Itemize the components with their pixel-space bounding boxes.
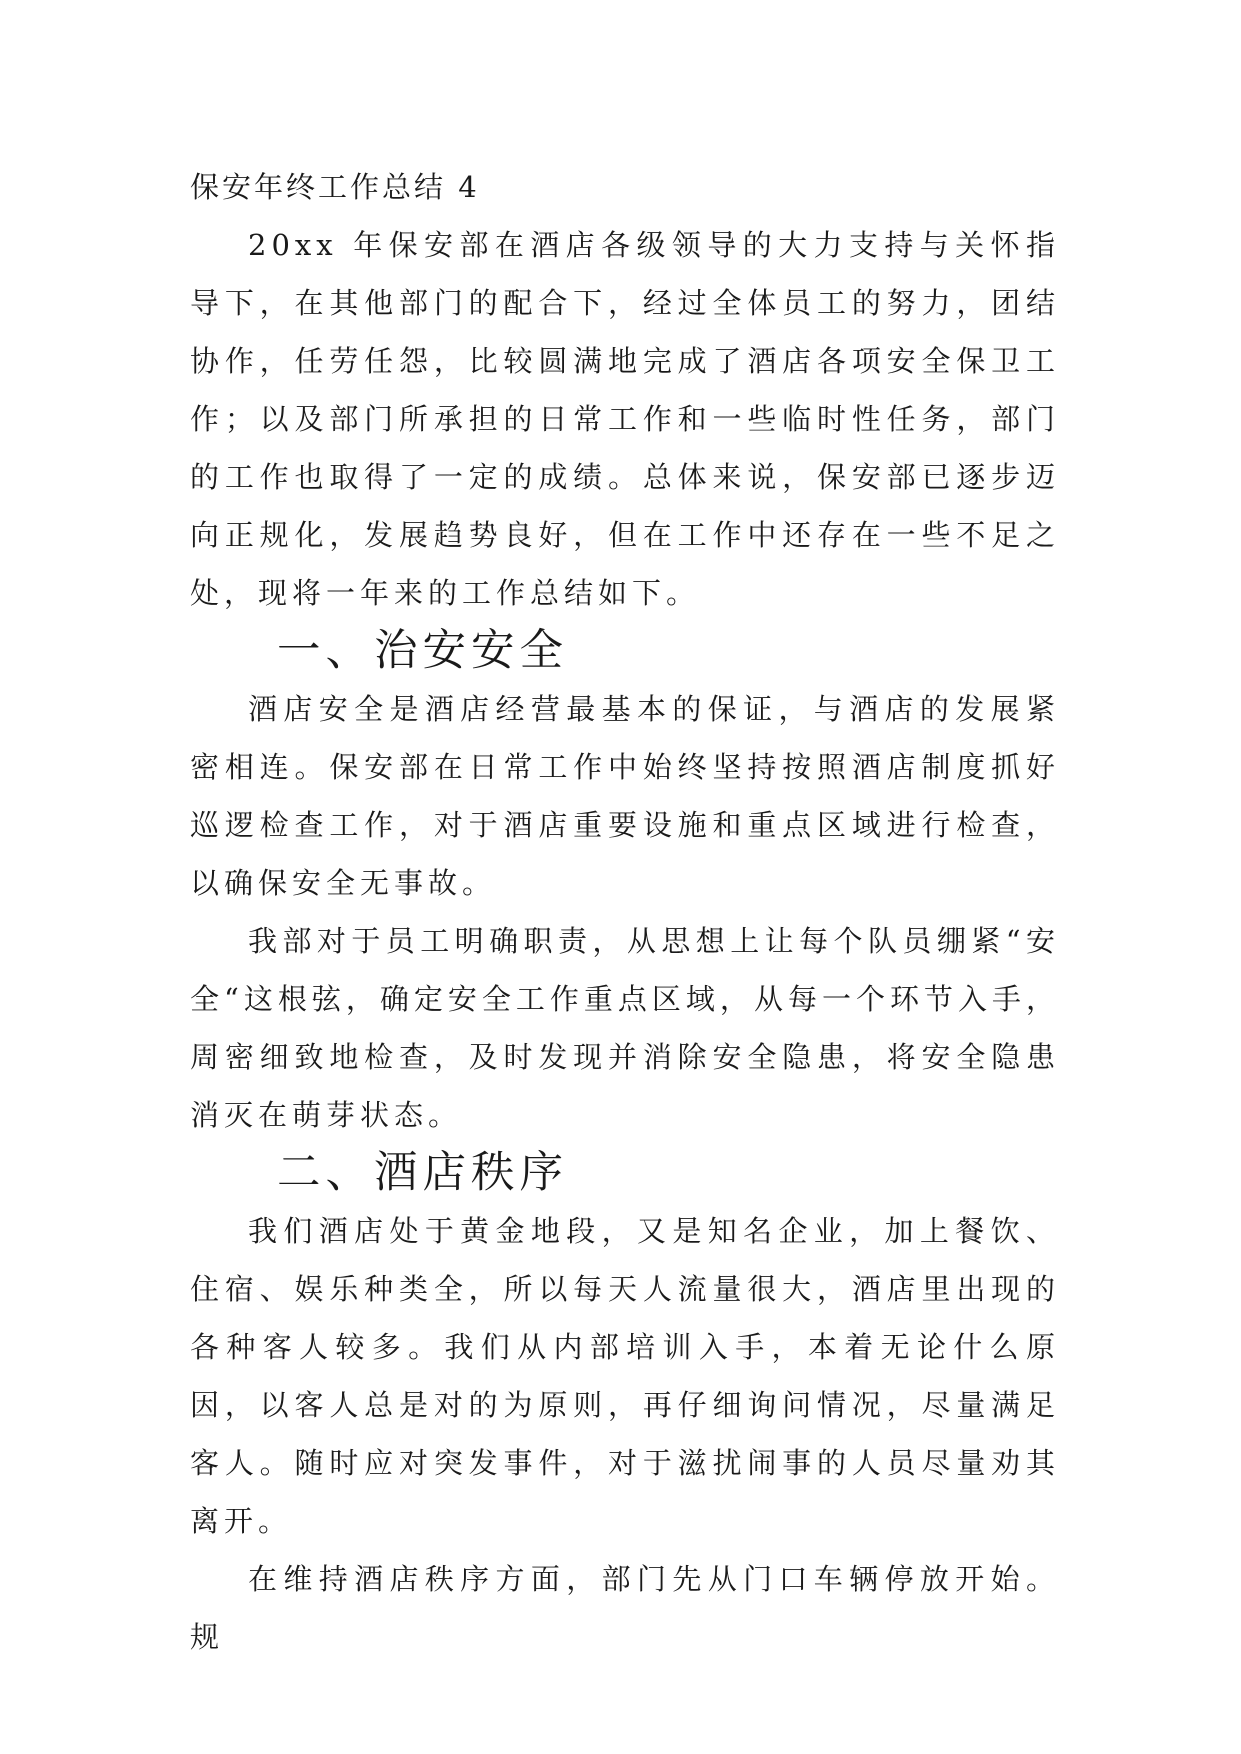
section-heading-public-security: 一、治安安全: [277, 626, 568, 676]
paragraph-order-maintenance: 在维持酒店秩序方面，部门先从门口车辆停放开始。规: [190, 1562, 1060, 1654]
paragraph-intro: 20xx 年保安部在酒店各级领导的大力支持与关怀指导下，在其他部门的配合下，经过全体员工的努力，团结协作，任劳任怨，比较圆满地完成了酒店各项安全保卫工作；以及部门所承担的日常工作和一些临时性任务，部门的工作也取得了一定的成绩。总体来说，保安部已逐步迈向正规化，发展趋势良好，但在工作中还存在一些不足之处，现将一年来的工作总结如下。: [190, 228, 1060, 610]
paragraph-hotel-location: 我们酒店处于黄金地段，又是知名企业，加上餐饮、住宿、娱乐种类全，所以每天人流量很大，酒店里出现的各种客人较多。我们从内部培训入手，本着无论什么原因，以客人总是对的为原则，再仔细询问情况，尽量满足客人。随时应对突发事件，对于滋扰闹事的人员尽量劝其离开。: [190, 1214, 1060, 1538]
document-title: 保安年终工作总结 4: [190, 170, 480, 204]
paragraph-staff-duties: 我部对于员工明确职责，从思想上让每个队员绷紧“安全“这根弦，确定安全工作重点区域，从每一个环节入手，周密细致地检查，及时发现并消除安全隐患，将安全隐患消灭在萌芽状态。: [190, 924, 1060, 1132]
section-heading-hotel-order: 二、酒店秩序: [277, 1148, 568, 1198]
paragraph-hotel-safety: 酒店安全是酒店经营最基本的保证，与酒店的发展紧密相连。保安部在日常工作中始终坚持按照酒店制度抓好巡逻检查工作，对于酒店重要设施和重点区域进行检查，以确保安全无事故。: [190, 692, 1060, 900]
document-page: [190, 158, 1060, 1666]
